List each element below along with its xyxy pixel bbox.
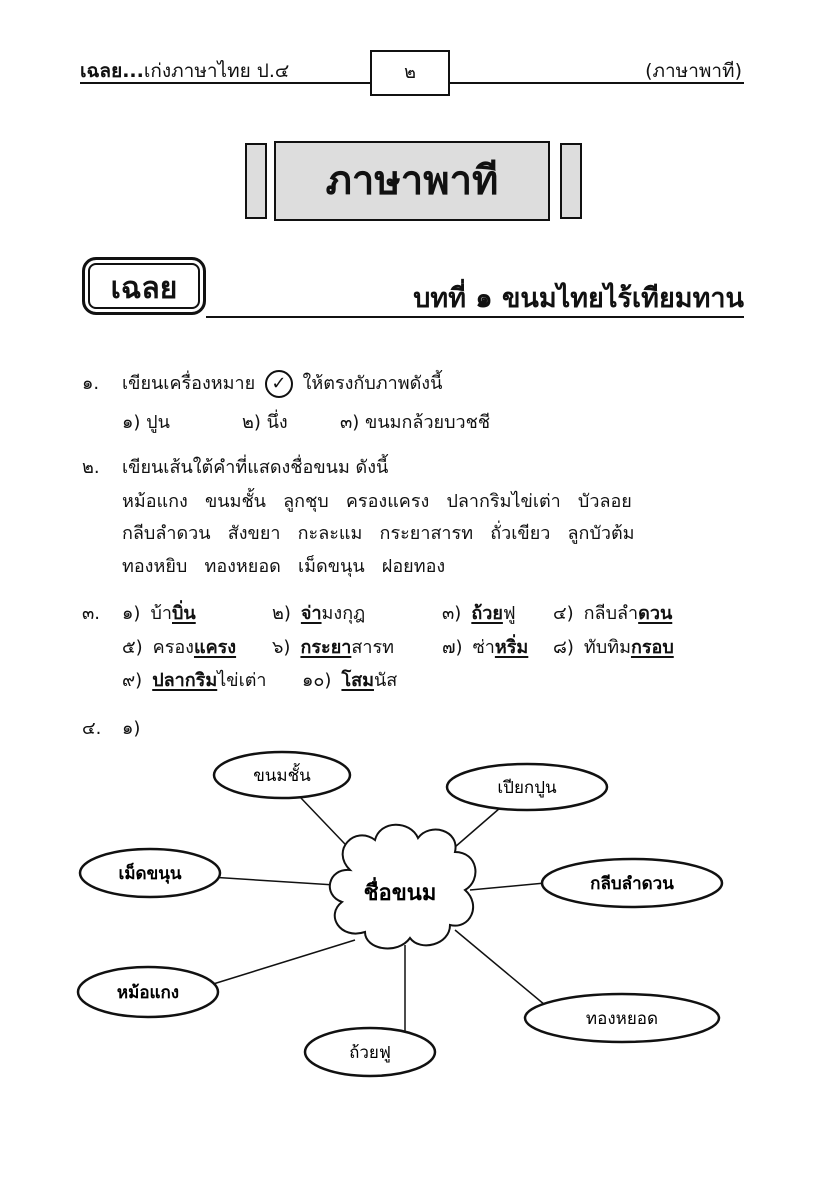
underlined-part: กระยา	[300, 637, 352, 658]
q3-answer-item	[442, 598, 516, 627]
mindmap-node-label: ขนมชั้น	[253, 766, 311, 786]
underlined-part: ปลากริม	[152, 670, 218, 691]
word-part: กลีบลำ	[583, 603, 639, 624]
center-label: ชื่อขนม	[363, 881, 437, 906]
underlined-part: บิ่น	[172, 603, 196, 624]
mindmap-node-label: ทองหยอด	[585, 1009, 659, 1029]
q3-answer-item	[553, 598, 672, 627]
mind-map	[0, 740, 822, 1100]
q3-answer-item	[272, 632, 394, 661]
item-number: ๑๐)	[302, 670, 332, 691]
title-bar-left	[245, 143, 267, 219]
answer-line: หม้อแกง ขนมชั้น ลูกชุบ ครองแครง ปลากริมไข่เต่า บัวลอย	[122, 491, 632, 512]
item-number: ๖)	[272, 637, 291, 658]
underlined-part: แครง	[193, 637, 237, 658]
mindmap-node-label: เม็ดขนุน	[118, 864, 182, 884]
word-part: ทับทิม	[583, 637, 631, 658]
running-header-right: (ภาษาพาที)	[645, 60, 742, 82]
sub-number: ๑)	[122, 718, 141, 739]
question-number: ๒.	[82, 457, 100, 478]
question-number: ๓.	[82, 603, 101, 624]
question-2	[82, 452, 388, 481]
q3-answer-item	[442, 632, 528, 661]
header-bold: เฉลย...	[80, 60, 144, 82]
item-number: ๗)	[442, 637, 463, 658]
q3-answer-item	[122, 632, 236, 661]
underlined-part: โสม	[341, 670, 374, 691]
underlined-part: หริ่ม	[494, 637, 529, 658]
answer: ๓) ขนมกล้วยบวชชี	[340, 412, 491, 433]
word-part: นัส	[373, 670, 398, 691]
answer: ๒) นึ่ง	[242, 412, 288, 433]
answer-badge: เฉลย	[82, 257, 206, 315]
underlined-part: กรอบ	[630, 637, 674, 658]
underlined-part: ดวน	[638, 603, 673, 624]
item-number: ๑)	[122, 603, 141, 624]
title-bar-right	[560, 143, 582, 219]
q1-answers	[122, 407, 490, 436]
item-number: ๙)	[122, 670, 143, 691]
mindmap-node-label: เปียกปูน	[497, 778, 557, 798]
q3-answer-item	[122, 665, 267, 694]
item-number: ๕)	[122, 637, 143, 658]
mindmap-node-label: หม้อแกง	[116, 983, 180, 1003]
question-text: เขียนเส้นใต้คำที่แสดงชื่อขนม ดังนี้	[122, 457, 389, 478]
item-number: ๘)	[553, 637, 574, 658]
q3-answer-item	[553, 632, 674, 661]
question-text: เขียนเครื่องหมาย	[122, 373, 256, 394]
word-part: ไข่เต่า	[217, 670, 267, 691]
word-part: ซ่า	[472, 637, 495, 658]
q3-answer-item	[272, 598, 365, 627]
item-number: ๓)	[442, 603, 462, 624]
check-circle-icon: ✓	[265, 370, 293, 398]
mindmap-node-label: กลีบลำดวน	[590, 874, 674, 894]
question-number: ๑.	[82, 373, 100, 394]
header-book-title: เก่งภาษาไทย ป.๔	[143, 60, 290, 82]
answer-line: ทองหยิบ ทองหยอด เม็ดขนุน ฝอยทอง	[122, 556, 446, 577]
word-part: บ้า	[150, 603, 172, 624]
answer-line: กลีบลำดวน สังขยา กะละแม กระยาสารท ถั่วเขียว ลูกบัวต้ม	[122, 523, 635, 544]
chapter-title: บทที่ ๑ ขนมไทยไร้เทียมทาน	[413, 283, 744, 314]
question-4	[82, 713, 140, 742]
question-1	[82, 368, 442, 398]
page-title: ภาษาพาที	[274, 141, 550, 221]
question-text: ให้ตรงกับภาพดังนี้	[302, 373, 443, 394]
word-part: สารท	[351, 637, 394, 658]
answer: ๑) ปูน	[122, 412, 170, 433]
underlined-part: จ่า	[300, 603, 322, 624]
word-part: มงกุฎ	[321, 603, 366, 624]
question-number: ๔.	[82, 718, 102, 739]
word-part: ฟู	[502, 603, 516, 624]
chapter-rule	[206, 316, 744, 318]
q3-answer-item	[302, 665, 397, 694]
item-number: ๔)	[553, 603, 574, 624]
underlined-part: ถ้วย	[471, 603, 503, 624]
page-number: ๒	[370, 50, 450, 96]
q3-answer-item	[122, 598, 196, 627]
mindmap-node-label: ถ้วยฟู	[349, 1043, 391, 1063]
item-number: ๒)	[272, 603, 291, 624]
word-part: ครอง	[152, 637, 194, 658]
